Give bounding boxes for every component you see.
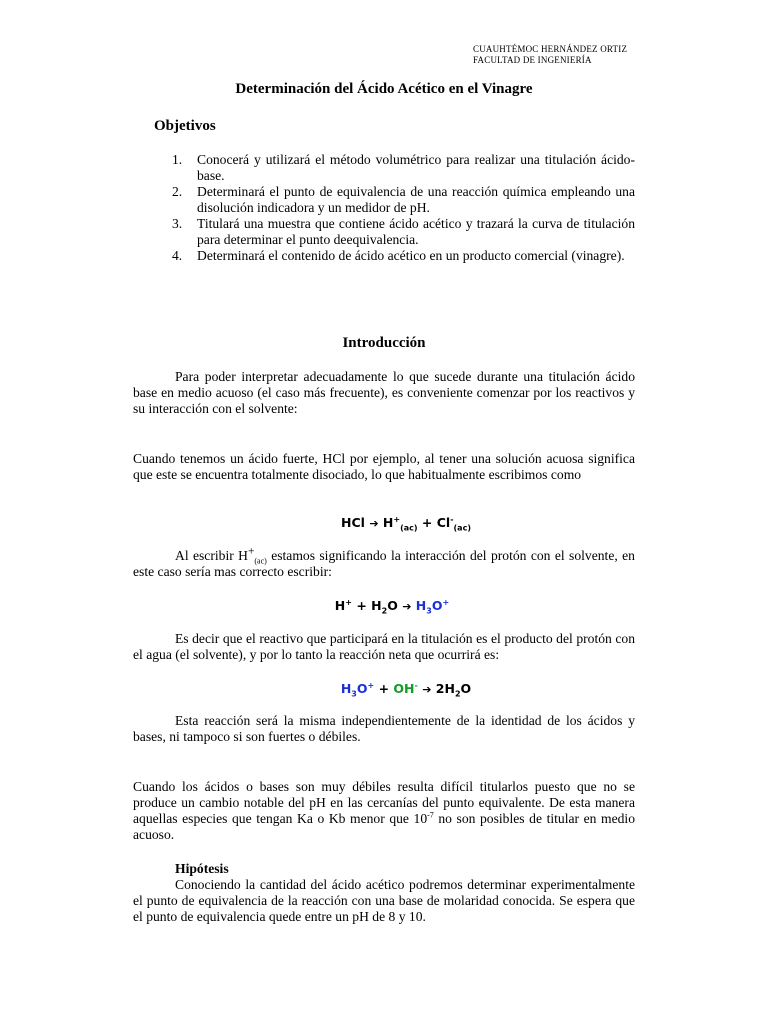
hypothesis-heading: Hipótesis — [175, 861, 229, 876]
objectives-list — [172, 152, 635, 264]
intro-paragraph-6: Cuando los ácidos o bases son muy débiles resulta difícil titularlos puesto que no se produce un cambio notable del pH en las cercanías del punto equivalente. De esta manera aquellas especies que tengan Ka o Kb menor que $10^{-7}$ no son posibles de titular en medio acuoso. — [133, 779, 635, 842]
intro-paragraph-3: Al escribir $H^+_{(ac)}$ estamos significando la interacción del protón con el solvente, en este caso sería mas correcto escribir: — [133, 545, 635, 579]
objective-item: 2. Determinará el punto de equivalencia de una reacción química empleando una disolución indicadora y un medidor de pH. — [172, 184, 635, 215]
equation-hydronium-formation: $H^+ + H_2O$ ➔ $H_3O^+$ — [334, 597, 450, 616]
intro-paragraph-5: Esta reacción será la misma independientemente de la identidad de los ácidos y bases, ni tampoco si son fuertes o débiles. — [133, 713, 635, 744]
hypothesis-paragraph: Conociendo la cantidad del ácido acético podremos determinar experimentalmente el punto de equivalencia de la reacción con una base de molaridad conocida. Se espera que el punto de equivalencia quede entre un pH de 8 y 10. — [133, 877, 635, 924]
equation-hcl-dissociation: HCl ➔ $H^+_{(ac)} + Cl^-_{(ac)}$ — [341, 514, 471, 533]
faculty-name: FACULTAD DE INGENIERÍA — [473, 55, 592, 65]
objectives-heading: Objetivos — [154, 118, 216, 134]
objective-item: 1. Conocerá y utilizará el método volumétrico para realizar una titulación ácido-base. — [172, 152, 635, 183]
objective-item: 3. Titulará una muestra que contiene ácido acético y trazará la curva de titulación para determinar el punto deequivalencia. — [172, 216, 635, 247]
introduction-heading: Introducción — [342, 335, 426, 351]
intro-paragraph-1: Para poder interpretar adecuadamente lo que sucede durante una titulación ácido base en medio acuoso (el caso más frecuente), es conveniente comenzar por los reactivos y su interacción con el solvente: — [133, 369, 635, 416]
equation-neutralization: $H_3O^+ + OH^-$ ➔ $2H_2O$ — [340, 680, 472, 699]
intro-paragraph-4: Es decir que el reactivo que participará en la titulación es el producto del protón con el agua (el solvente), y por lo tanto la reacción neta que ocurrirá es: — [133, 631, 635, 662]
intro-paragraph-2: Cuando tenemos un ácido fuerte, HCl por ejemplo, al tener una solución acuosa significa que este se encuentra totalmente disociado, lo que habitualmente escribimos como — [133, 451, 635, 482]
author-name: CUAUHTÉMOC HERNÁNDEZ ORTIZ — [473, 44, 628, 54]
document-title: Determinación del Ácido Acético en el Vinagre — [235, 81, 533, 97]
objective-item: 4. Determinará el contenido de ácido acético en un producto comercial (vinagre). — [172, 248, 625, 263]
document-header — [473, 44, 627, 66]
